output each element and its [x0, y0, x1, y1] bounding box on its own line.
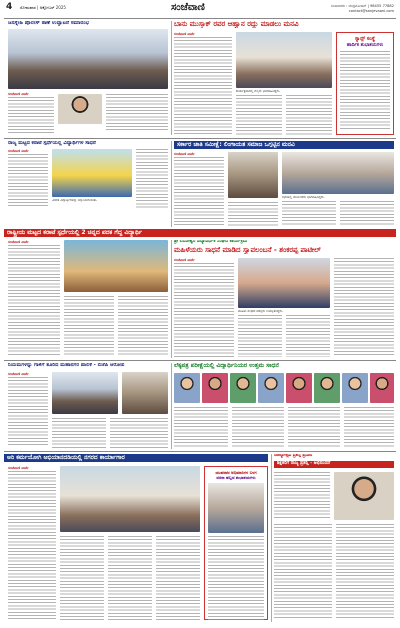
article-text	[282, 201, 336, 226]
headline-top-right: ಬಾನು ಮುಸ್ತಾಕ್ ರವರ ಆಹ್ವಾನ ರದ್ದು ಮಾಡಲು ಮನವಿ	[174, 21, 299, 28]
article-text	[118, 296, 168, 356]
contact-line-1: ಸಂಪಾದಕರು : ಚಂದ್ರಮೋಹನ್ | 98455 77882	[330, 4, 394, 8]
photo-student-8	[370, 373, 394, 403]
article-text	[174, 407, 228, 447]
article-text	[344, 407, 394, 447]
article-text	[8, 97, 54, 135]
column-rule	[171, 363, 172, 449]
article-text	[108, 536, 152, 620]
photo-top-right	[236, 32, 332, 88]
divider	[4, 451, 396, 452]
contact-line-2: contact@sanjevaani.com	[348, 9, 394, 13]
article-text	[8, 154, 48, 206]
article-text	[274, 472, 330, 520]
byline-4: ಸಂಜೆವಾಣಿ ವಾರ್ತೆ	[174, 152, 195, 156]
photo-student-6	[314, 373, 340, 403]
article-text	[174, 263, 234, 357]
column-rule	[271, 454, 272, 622]
contact-info	[331, 4, 394, 14]
photo-student-2	[202, 373, 228, 403]
photo-student-7	[342, 373, 368, 403]
byline-5: ಸಂಜೆವಾಣಿ ವಾರ್ತೆ	[8, 240, 29, 244]
article-text	[8, 471, 56, 621]
photo-student-5	[286, 373, 312, 403]
photo-teacher	[334, 472, 394, 520]
ad-2-text	[208, 536, 264, 622]
article-text	[286, 95, 332, 135]
article-text	[336, 524, 394, 620]
photo-officer	[58, 94, 102, 124]
photo-group	[282, 152, 394, 194]
article-text	[64, 296, 114, 356]
headline-bottom-right-small: ರಾಜ್ಯೋತ್ಸವ ಪ್ರಶಸ್ತಿ ಪ್ರದಾನ	[274, 454, 313, 458]
divider	[4, 360, 396, 361]
article-text	[110, 418, 168, 448]
headline-top-left: ಜನಸ್ನೇಹಿ ಪೊಲೀಸ್ ಠಾಣೆ ಉದ್ಘಾಟನೆ ಸಮಾರಂಭ	[8, 21, 90, 26]
caption-3: ವಿಜೇತ ವಿದ್ಯಾರ್ಥಿಗಳನ್ನು ಸನ್ಮಾನಿಸಲಾಯಿತು.	[52, 198, 98, 202]
article-text	[228, 202, 278, 226]
caption-2: ಸಭೆಯಲ್ಲಿ ಮುಖಂಡರು ಭಾಗವಹಿಸಿದ್ದರು.	[282, 195, 325, 199]
ad-2-photo	[208, 483, 264, 533]
column-rule	[171, 240, 172, 358]
article-text	[52, 418, 106, 448]
headline-bottom-left: ಅರಿ ಕರ್ಮಯೋಗಿ ಅಭಿಯಾನದಡಿಯಲ್ಲಿ ನಗರದ ಕಾರ್ಯಾಗಾರ	[4, 454, 268, 462]
page-number: 4	[6, 2, 13, 12]
byline-7: ಸಂಜೆವಾಣಿ ವಾರ್ತೆ	[8, 372, 29, 376]
byline-3: ಸಂಜೆವಾಣಿ ವಾರ್ತೆ	[8, 149, 29, 153]
article-text	[236, 95, 282, 135]
caption-1: ಕಾರ್ಯಕ್ರಮದಲ್ಲಿ ಗಣ್ಯರು ಭಾಗವಹಿಸಿದ್ದರು.	[236, 89, 281, 93]
article-text	[8, 245, 60, 357]
date-line: ಸೋಮವಾರ | ಅಕ್ಟೋಬರ್ 2025	[20, 5, 66, 10]
photo-student-4	[258, 373, 284, 403]
article-text	[8, 377, 48, 447]
masthead-rule	[4, 18, 396, 19]
headline-center-small: ಶ್ರೀ ಬಸವೇಶ್ವರ ವಿದ್ಯಾವರ್ಧಕ ಸಂಘದ ಕಾರ್ಯಕ್ರಮ	[174, 240, 248, 244]
article-text	[156, 536, 200, 620]
headline-mid-right: ಸರ್ಕಾರ ಜಾತಿ ಸಮೀಕ್ಷೆ: ಲಿಂಗಾಯತ ಸಮಾಜ ಒಗ್ಗಟ್ಟಿನ ಮನವಿ	[174, 141, 394, 149]
byline-2: ಸಂಜೆವಾಣಿ ವಾರ್ತೆ	[174, 32, 195, 36]
headline-bottom-right: ಶಿಕ್ಷಕರಿಗೆ ರಾಜ್ಯ ಪ್ರಶಸ್ತಿ - ಅಭಿನಂದನೆ	[274, 461, 394, 468]
photo-medal	[64, 240, 168, 292]
byline-6: ಸಂಜೆವಾಣಿ ವಾರ್ತೆ	[174, 258, 195, 262]
byline-8: ಸಂಜೆವಾಣಿ ವಾರ್ತೆ	[8, 466, 29, 470]
caption-4: ಮಹಿಳಾ ಸಂಘದ ಸದಸ್ಯರು ಉಪಸ್ಥಿತರಿದ್ದರು.	[238, 309, 284, 313]
photo-leader	[122, 372, 168, 414]
ad-1-text	[340, 51, 390, 131]
article-text	[106, 94, 168, 132]
article-text	[340, 201, 394, 226]
headline-state-band: ರಾಷ್ಟ್ರೀಯ ಮಟ್ಟದ ಕರಾಟೆ ಸ್ಪರ್ಧೆಯಲ್ಲಿ 2 ಚಿನ್ನದ ಪದಕ ಗೆದ್ದ ವಿದ್ಯಾರ್ಥಿ	[4, 229, 396, 237]
article-text	[288, 407, 340, 447]
photo-meeting	[228, 152, 278, 198]
photo-women-group	[238, 258, 330, 308]
article-text	[174, 37, 232, 135]
article-text	[286, 315, 330, 357]
photo-karate-kids	[52, 149, 132, 197]
article-text	[174, 157, 224, 225]
article-text	[60, 536, 104, 620]
headline-mid-left: ರಾಜ್ಯ ಮಟ್ಟದ ಕರಾಟೆ ಸ್ಪರ್ಧೆಯಲ್ಲಿ ವಿದ್ಯಾರ್ಥಿಗಳ ಸಾಧನೆ	[8, 141, 96, 146]
ad-1-title: ಸ್ಯಾನ್ಸ್ ಸಂಸ್ಥೆ	[355, 36, 375, 42]
article-text	[232, 407, 284, 447]
photo-student-1	[174, 373, 200, 403]
byline-1: ಸಂಜೆವಾಣಿ ವಾರ್ತೆ	[8, 92, 29, 96]
headline-lower-left: ನಿಯಮಗಳನ್ನು ಗಾಳಿಗೆ ತೂರಿದ ಮಹಾನಗರ ಪಾಲಿಕೆ - ಬಿಜೆಪಿ ಆರೋಪ	[8, 363, 125, 368]
article-text	[274, 524, 332, 620]
ad-1-subtitle: ಹಾರ್ದಿಕ ಶುಭಾಶಯಗಳು	[346, 43, 384, 48]
column-rule	[171, 141, 172, 227]
headline-center-red: ಮಹಿಳೆಯರು ಸಾಧನೆ ಮಾಡಿದ ಸ್ವಾವಲಂಬನೆ - ಶಂಕರಪ್ಪ ಪಾಟೀಲ್	[174, 247, 321, 254]
photo-workshop	[60, 466, 200, 532]
article-text	[136, 149, 168, 209]
article-text	[238, 315, 282, 357]
divider	[4, 138, 396, 139]
ad-box-2	[204, 466, 268, 620]
ad-2-title: ಯುವರಾಜ ಅಭಿಮಾನಿಗಳ ಬಳಗ	[215, 470, 257, 475]
ad-box-1	[336, 32, 394, 135]
photo-top-left	[8, 29, 168, 89]
photo-student-3	[230, 373, 256, 403]
column-rule	[171, 21, 172, 135]
article-text	[334, 258, 394, 357]
ad-2-subtitle: ದಸರಾ ಹಬ್ಬದ ಶುಭಾಶಯಗಳು	[216, 475, 256, 480]
photo-bjp-leaders	[52, 372, 118, 414]
masthead	[6, 2, 394, 18]
headline-lower-right: ಲೆಕ್ಕಪತ್ರ ಪರೀಕ್ಷೆಯಲ್ಲಿ ವಿದ್ಯಾರ್ಥಿನಿಯರ ಉತ್ತಮ ಸಾಧನೆ	[174, 363, 279, 369]
paper-name: ಸಂಜೆವಾಣಿ	[171, 2, 205, 13]
